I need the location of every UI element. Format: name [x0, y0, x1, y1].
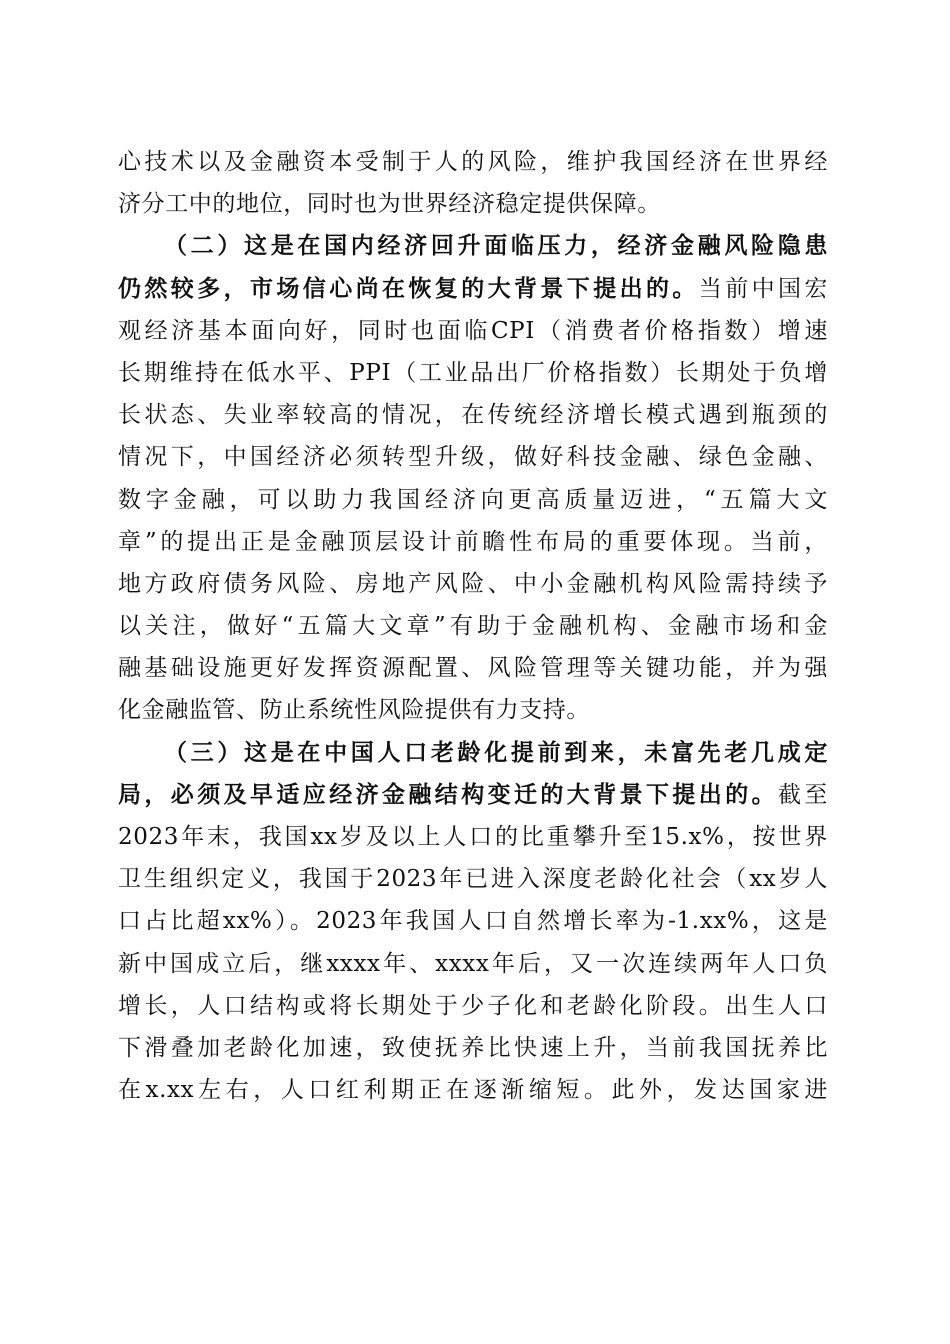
text-line	[118, 268, 828, 310]
text-run: 截至	[778, 781, 829, 808]
text-line: 济分工中的地位，同时也为世界经济稳定提供保障。	[118, 191, 661, 218]
text-line: 融基础设施更好发挥资源配置、风险管理等关键功能，并为强	[118, 655, 828, 682]
paragraph	[118, 225, 828, 731]
text-line: 下滑叠加老龄化加速，致使抚养比快速上升，当前我国抚养比	[118, 1034, 828, 1061]
text-line: 观经济基本面向好，同时也面临CPI（消费者价格指数）增速	[118, 317, 828, 344]
section-heading-line: （三）这是在中国人口老龄化提前到来，未富先老几成定	[164, 738, 828, 766]
text-line: 章”的提出正是金融顶层设计前瞻性布局的重要体现。当前，	[118, 528, 828, 555]
text-line: 2023年末，我国xx岁及以上人口的比重攀升至15.x%，按世界	[118, 824, 828, 850]
section-heading-line: （二）这是在国内经济回升面临压力，经济金融风险隐患	[164, 232, 828, 260]
paragraph	[118, 141, 828, 225]
text-line: 卫生组织定义，我国于2023年已进入深度老龄化社会（xx岁人	[118, 866, 828, 893]
text-line: 以关注，做好“五篇大文章”有助于金融机构、金融市场和金	[118, 613, 828, 640]
text-line: 数字金融，可以助力我国经济向更高质量迈进，“五篇大文	[118, 486, 828, 513]
text-run: 当前中国宏	[698, 275, 828, 302]
text-line: 长状态、失业率较高的情况，在传统经济增长模式遇到瓶颈的	[118, 402, 828, 429]
text-line: 口占比超xx%）。2023年我国人口自然增长率为-1.xx%，这是	[118, 908, 828, 935]
paragraph	[118, 732, 828, 1112]
text-line: 增长，人口结构或将长期处于少子化和老龄化阶段。出生人口	[118, 992, 828, 1019]
text-line: 在x.xx左右，人口红利期正在逐渐缩短。此外，发达国家进	[118, 1077, 828, 1104]
text-line: 情况下，中国经济必须转型升级，做好科技金融、绿色金融、	[118, 444, 828, 471]
section-heading-text: 仍然较多，市场信心尚在恢复的大背景下提出的。	[118, 274, 699, 302]
document-body	[118, 141, 828, 1111]
text-line: 化金融监管、防止系统性风险提供有力支持。	[118, 697, 590, 724]
text-line: 长期维持在低水平、PPI（工业品出厂价格指数）长期处于负增	[118, 359, 828, 386]
text-line	[118, 774, 828, 816]
text-line: 新中国成立后，继xxxx年、xxxx年后，又一次连续两年人口负	[118, 950, 828, 977]
text-line: 心技术以及金融资本受制于人的风险，维护我国经济在世界经	[118, 149, 828, 175]
text-line: 地方政府债务风险、房地产风险、中小金融机构风险需持续予	[118, 570, 828, 597]
section-heading-text: 局，必须及早适应经济金融结构变迁的大背景下提出的。	[118, 780, 778, 808]
